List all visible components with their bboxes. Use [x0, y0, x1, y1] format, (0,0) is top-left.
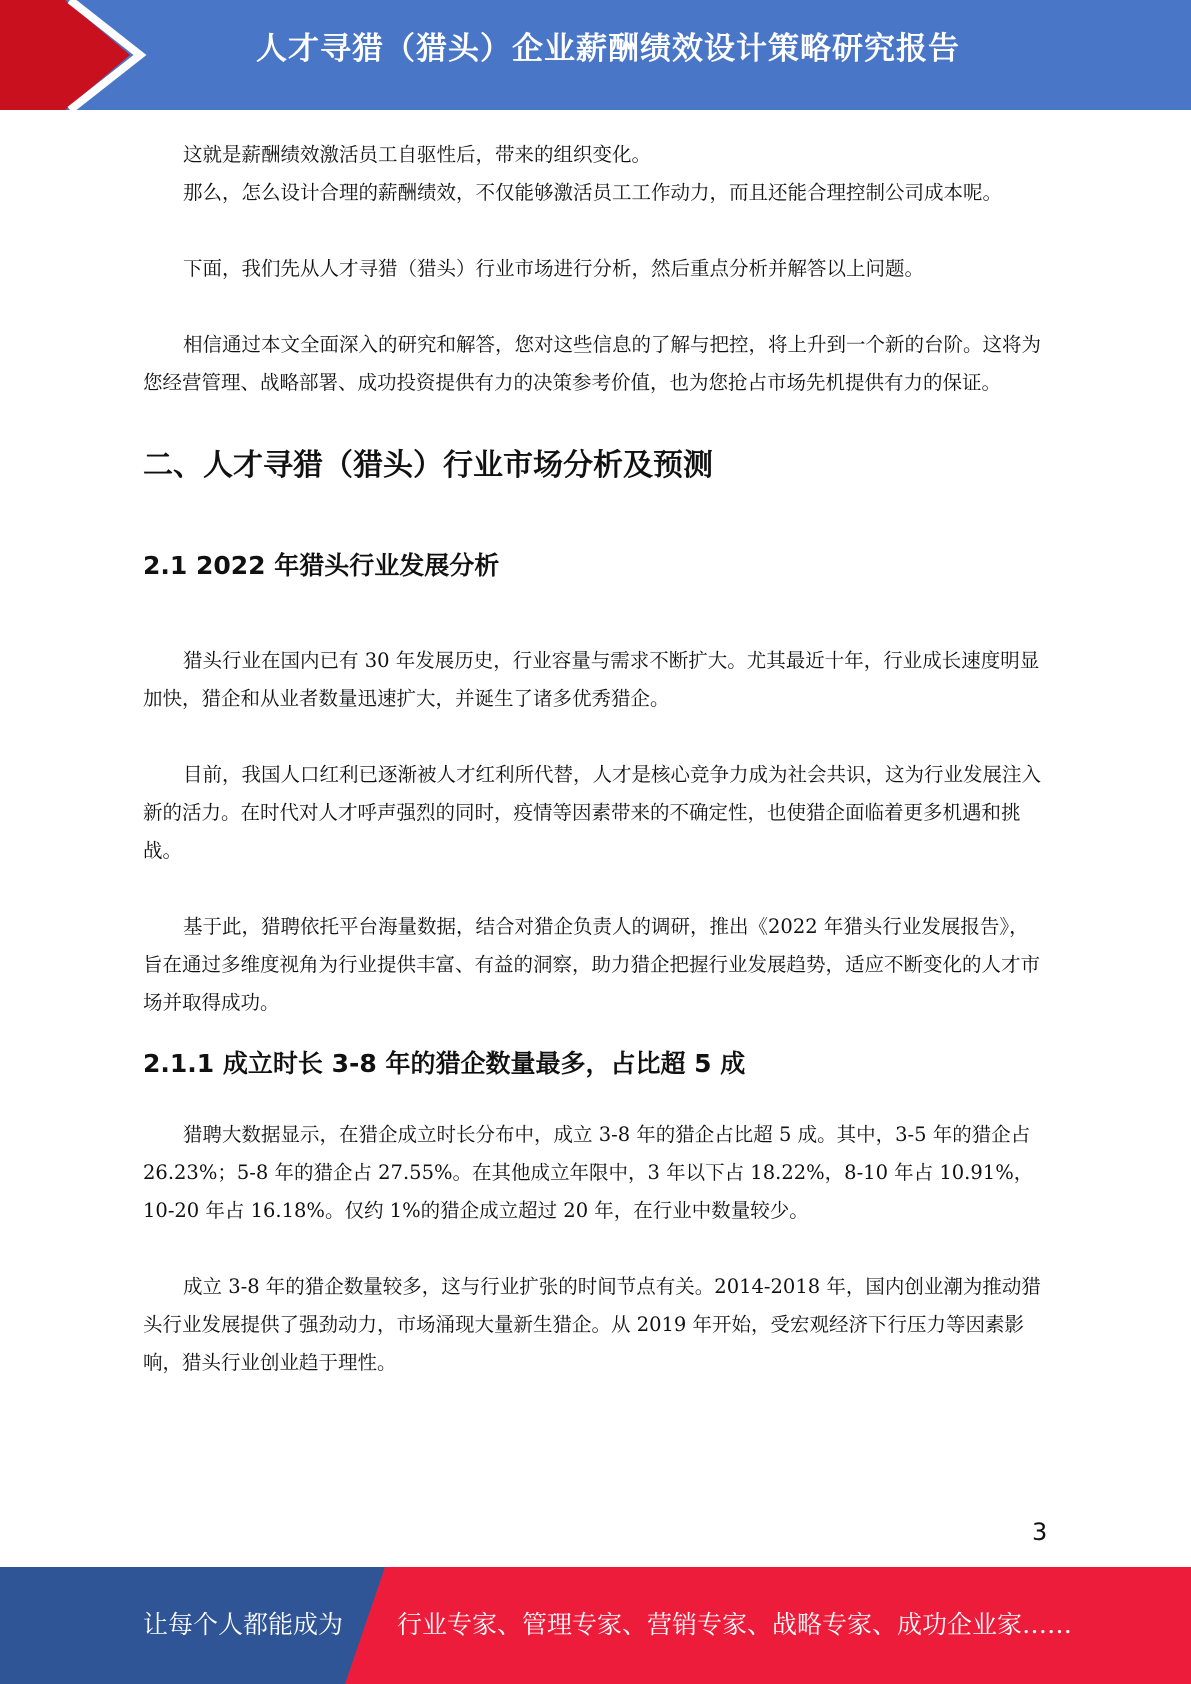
- paragraph: 那么，怎么设计合理的薪酬绩效，不仅能够激活员工工作动力，而且还能合理控制公司成本呢。: [183, 181, 1003, 204]
- paragraph: 猎聘大数据显示，在猎企成立时长分布中，成立 3-8 年的猎企占比超 5 成。其中，3-5 年的猎企占 26.23%；5-8 年的猎企占 27.55%。在其他成立年限中，3 年以下占 18.22%，8-10 年占 10.91%，10-20 年占 16.18%。仅约 1%的猎企成立超过 20 年，在行业中数量较少。: [143, 1123, 1034, 1222]
- page-number: 3: [1032, 1518, 1048, 1546]
- document-body: [143, 136, 1048, 1382]
- page-footer: [0, 1567, 1191, 1684]
- footer-slogan-right: 行业专家、管理专家、营销专家、战略专家、成功企业家……: [397, 1610, 1073, 1639]
- subsubsection-heading: 2.1.1 成立时长 3-8 年的猎企数量最多，占比超 5 成: [143, 1049, 746, 1078]
- paragraph: 相信通过本文全面深入的研究和解答，您对这些信息的了解与把控，将上升到一个新的台阶。这将为您经营管理、战略部署、成功投资提供有力的决策参考价值，也为您抢占市场先机提供有力的保证。: [143, 333, 1042, 394]
- paragraph: 成立 3-8 年的猎企数量较多，这与行业扩张的时间节点有关。2014-2018 年，国内创业潮为推动猎头行业发展提供了强劲动力，市场涌现大量新生猎企。从 2019 年开始，受宏观经济下行压力等因素影响，猎头行业创业趋于理性。: [143, 1275, 1041, 1374]
- paragraph: 猎头行业在国内已有 30 年发展历史，行业容量与需求不断扩大。尤其最近十年，行业成长速度明显加快，猎企和从业者数量迅速扩大，并诞生了诸多优秀猎企。: [143, 649, 1040, 710]
- page-header: [0, 0, 1191, 110]
- section-heading: 二、人才寻猎（猎头）行业市场分析及预测: [143, 448, 713, 483]
- header-arrow-decoration: [0, 0, 160, 110]
- header-title: 人才寻猎（猎头）企业薪酬绩效设计策略研究报告: [256, 31, 960, 67]
- footer-slogan-left: 让每个人都能成为: [143, 1610, 344, 1639]
- paragraph: 基于此，猎聘依托平台海量数据，结合对猎企负责人的调研，推出《2022 年猎头行业发展报告》，旨在通过多维度视角为行业提供丰富、有益的洞察，助力猎企把握行业发展趋势，适应不断变化的人才市场并取得成功。: [143, 915, 1041, 1014]
- paragraph: 下面，我们先从人才寻猎（猎头）行业市场进行分析，然后重点分析并解答以上问题。: [183, 257, 925, 280]
- paragraph: 这就是薪酬绩效激活员工自驱性后，带来的组织变化。: [183, 143, 652, 166]
- paragraph: 目前，我国人口红利已逐渐被人才红利所代替，人才是核心竞争力成为社会共识，这为行业发展注入新的活力。在时代对人才呼声强烈的同时，疫情等因素带来的不确定性，也使猎企面临着更多机遇和挑战。: [143, 763, 1042, 862]
- subsection-heading: 2.1 2022 年猎头行业发展分析: [143, 551, 500, 580]
